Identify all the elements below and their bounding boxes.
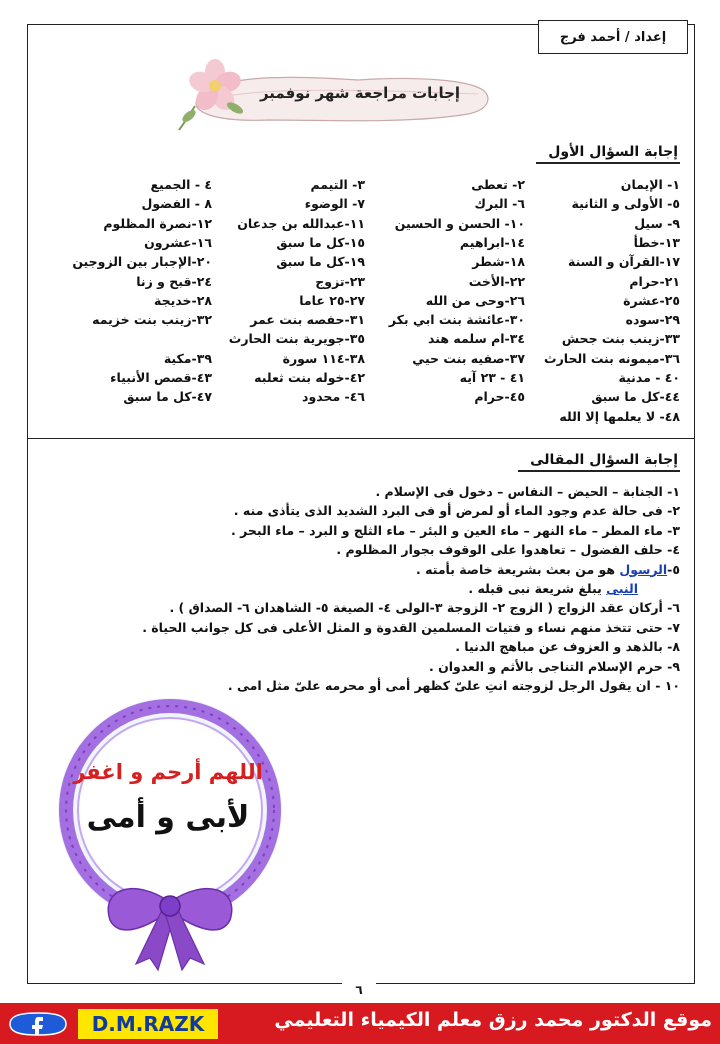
ribbon-bow-icon [108,889,231,970]
answer-item: ٨ - الفضول [141,196,212,212]
essay-line [40,523,680,542]
answer-item: ٣١-حفصه بنت عمر [250,312,365,328]
answer-item: ١٤-ابراهيم [459,234,525,250]
site-footer [0,1003,720,1044]
answer-item: ٤٤-كل ما سبق [591,389,680,405]
answer-item: ٣- التيمم [310,177,365,192]
answer-item: ٣٨-١١٤ سورة [282,350,365,366]
answer-item: ٢٥-عشرة [623,292,680,308]
essay-text: ٣- ماء المطر – ماء النهر – ماء العين و البئر – ماء الثلج و البرد – ماء البحر . [230,522,680,538]
wreath-line1: اللهم أرحم و اغفر [73,760,263,784]
answer-item: ٣٦-ميمونه بنت الحارث [544,350,680,366]
answer-item: ١٦-عشرون [144,234,212,250]
answer-item: ١٨-شطر [472,254,525,270]
answer-item: ٤٨- لا يعلمها إلا الله [559,408,680,424]
answer-item: ٣٢-زينب بنت خزيمه [92,312,212,328]
answer-item: ٩- سيل [634,215,680,231]
essay-text: ٢- فى حالة عدم وجود الماء أو لمرض أو فى البرد الشديد الذى يتأذى منه . [233,503,680,519]
answer-item: ٣٧-صفيه بنت حيي [412,350,525,366]
answer-item: ٢٤-قبح و زنا [136,273,212,289]
answer-item: ٧- الوضوء [304,196,365,212]
essay-text: ٤- حلف الفضول – تعاهدوا على الوقوف بجوار المظلوم . [336,542,680,558]
page-number-label: ٦ [355,983,363,997]
essay-line [40,639,680,658]
answer-item: ١١-عبدالله بن جدعان [237,215,365,231]
answer-item: ٢٧-٢٥ عاما [299,292,365,308]
answer-item: ٣٤-ام سلمه هند [428,331,525,347]
author-box [538,20,688,54]
answer-item: ١٩-كل ما سبق [276,254,365,270]
essay-text: ٨- بالذهد و العزوف عن مباهج الدنيا . [455,639,680,655]
answer-item: ٢٢-الأخت [468,273,525,289]
answer-item: ٢٩-سوده [625,312,680,328]
answer-item: ٢٠-الإجبار بين الزوجين [72,254,212,270]
answer-item: ٢١-حرام [629,273,680,289]
essay-line [40,600,680,619]
answer-item: ٢- تعطى [471,177,525,192]
essay-text: ٩- حرم الإسلام التناجى بالأثم و العدوان . [429,658,680,674]
essay-line [40,659,680,678]
answer-item: ٦- البرك [474,196,525,212]
wreath-line2: لأبى و أمى [86,800,250,835]
answer-item: ٣٥-جويرية بنت الحارث [228,331,365,347]
essay-number: ٥- [667,561,680,577]
answer-item: ٤٣-قصص الأنبياء [110,370,212,385]
answer-item: ٢٦-وحى من الله [425,292,525,308]
answer-item: ٤٠ - مدنية [618,370,680,385]
page-number [342,983,376,1001]
essay-text: هو من بعث بشريعة خاصة بأمته . [416,561,620,577]
essay-text: ٧- حتى تتخذ منهم نساء و فتيات المسلمين القدوة و المثل الأعلى فى كل جوانب الحياة . [142,619,680,635]
essay-text: ١٠ - ان يقول الرجل لزوجته انتِ علىّ كظهر أمى أو محرمه علىّ مثل امى . [227,677,680,693]
section2-title: إجابة السؤال المقالى [518,452,680,472]
answer-item: ٤١ - ٢٣ آيه [459,370,525,385]
section1-title: إجابة السؤال الأول [536,144,680,164]
essay-text: يبلغ شريعة نبى قبله . [468,580,607,596]
essay-line [40,484,680,503]
answer-item: ١٣-خطأ [633,234,680,250]
essay-text: ٦- أركان عقد الزواج ( الزوج ٢- الزوجة ٣-الولى ٤- الصيغة ٥- الشاهدان ٦- الصداق ) . [169,600,680,616]
essay-line [40,562,680,581]
answer-item: ٢٣-تزوج [315,273,365,289]
banner-title: إجابات مراجعة شهر نوفمبر [259,84,461,102]
answer-item: ٣٣-زينب بنت جحش [561,331,680,347]
answer-item: ١٧-القرآن و السنة [567,254,680,270]
essay-highlight: النبى [606,580,638,596]
essay-line [40,620,680,639]
answer-item: ١٢-نصرة المظلوم [103,215,212,231]
footer-site-name: موقع الدكتور محمد رزق معلم الكيمياء التعليمي [274,1009,712,1031]
footer-brand[interactable]: D.M.RAZK [78,1009,218,1039]
answer-item: ٤٥-حرام [474,389,525,405]
answer-item: ٤٦- محدود [302,389,365,405]
essay-highlight: الرسول [619,561,668,577]
answer-item: ٣٩-مكية [163,350,212,366]
answer-item: ٥- الأولى و الثانية [571,196,680,212]
essay-line [40,542,680,561]
section-divider [28,438,694,439]
answer-item: ٣٠-عائشة بنت ابي بكر [388,312,525,328]
essay-line [40,503,680,522]
flower-icon [175,56,255,134]
answer-item: ٢٨-خديجة [154,292,212,308]
answer-item: ١- الإيمان [620,177,680,192]
essay-answers [40,484,680,697]
answer-item: ١٠- الحسن و الحسين [394,215,525,231]
essay-line [40,581,680,600]
author-label: إعداد / أحمد فرج [559,29,667,45]
answer-item: ٤ - الجميع [150,177,212,192]
answer-item: ٤٢-خوله بنت ثعلبه [254,370,365,385]
answer-item: ١٥-كل ما سبق [276,234,365,250]
answer-item: ٤٧-كل ما سبق [123,389,212,405]
essay-text: ١- الجنابة – الحيض – النفاس – دخول فى الإسلام . [375,484,680,499]
facebook-icon[interactable] [8,1011,68,1037]
